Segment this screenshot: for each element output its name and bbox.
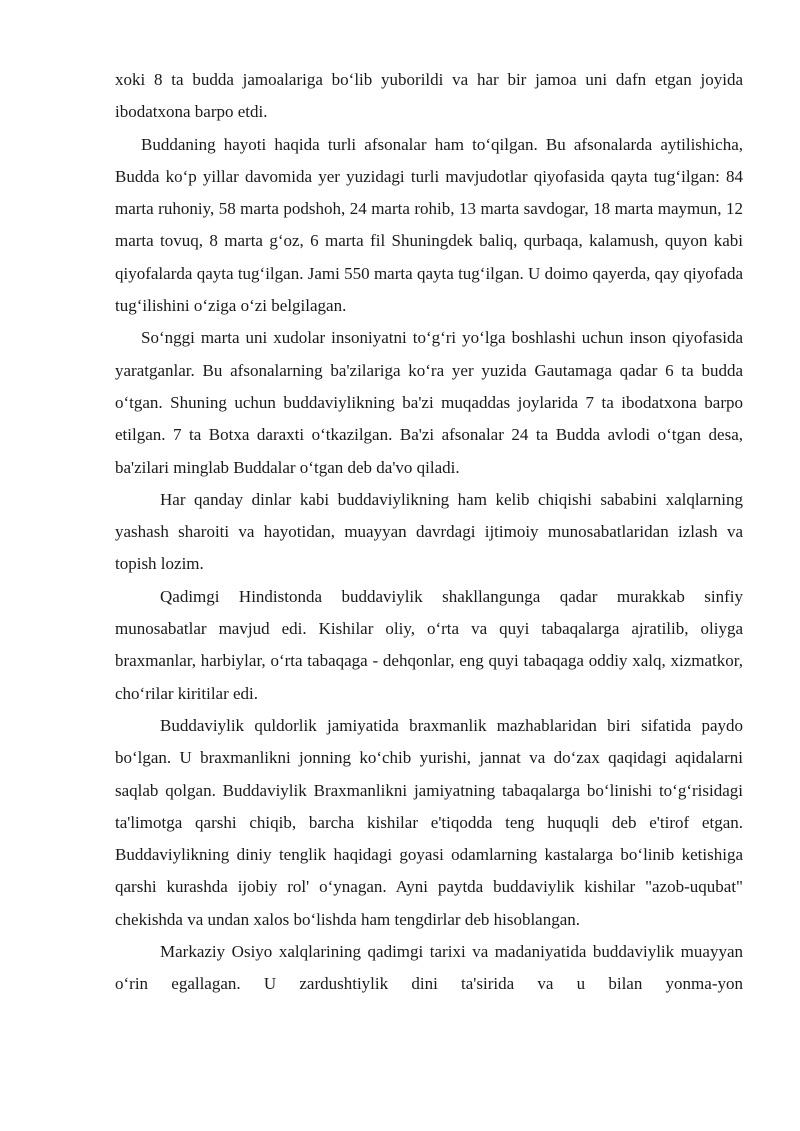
paragraph-continuation: xoki 8 ta budda jamoalariga bo‘lib yuborildi va har bir jamoa uni dafn etgan joyida ibodatxona barpo etdi. <box>115 70 743 122</box>
paragraph-ancient-india: Qadimgi Hindistonda buddaviylik shakllangunga qadar murakkab sinfiy munosabatlar mavjud edi. Kishilar oliy, o‘rta va quyi tabaqalarga ajratilib, oliyga braxmanlar, harbiylar, o‘rta tabaqaga - dehqonlar, eng quyi tabaqaga oddiy xalq, xizmatkor, cho‘rilar kiritilar edi. <box>115 586 743 703</box>
paragraph-origins: Har qanday dinlar kabi buddaviylikning ham kelib chiqishi sababini xalqlarning yashash sharoiti va hayotidan, muayyan davrdagi ijtimoiy munosabatlaridan izlash va topish lozim. <box>115 489 743 574</box>
paragraph-central-asia: Markaziy Osiyo xalqlarining qadimgi tarixi va madaniyatida buddaviylik muayyan o‘rin egallagan. U zardushtiylik dini ta'sirida va u bilan yonma-yon <box>115 942 743 994</box>
paragraph-buddha-legends: Buddaning hayoti haqida turli afsonalar ham to‘qilgan. Bu afsonalarda aytilishicha, Budda ko‘p yillar davomida yer yuzidagi turli mavjudotlar qiyofasida qayta tug‘ilgan: 84 marta ruhoniy, 58 marta podshoh, 24 marta rohib, 13 marta savdogar, 18 marta maymun, 12 marta tovuq, 8 marta g‘oz, 6 marta fil Shuningdek baliq, qurbaqa, kalamush, quyon kabi qiyofalarda qayta tug‘ilgan. Jami 550 marta qayta tug‘ilgan. U doimo qayerda, qay qiyofada tug‘ilishini o‘ziga o‘zi belgilagan. <box>115 134 743 316</box>
paragraph-last-incarnation: So‘nggi marta uni xudolar insoniyatni to‘g‘ri yo‘lga boshlashi uchun inson qiyofasida yaratganlar. Bu afsonalarning ba'zilariga ko‘ra yer yuzida Gautamaga qadar 6 ta budda o‘tgan. Shuning uchun buddaviylikning ba'zi muqaddas joylarida 7 ta ibodatxona barpo etilgan. 7 ta Botxa daraxti o‘tkazilgan. Ba'zi afsonalar 24 ta Budda avlodi o‘tgan desa, ba'zilari minglab Buddalar o‘tgan deb da'vo qiladi. <box>115 328 743 477</box>
paragraph-brahmanism: Buddaviylik quldorlik jamiyatida braxmanlik mazhablaridan biri sifatida paydo bo‘lgan. U braxmanlikni jonning ko‘chib yurishi, jannat va do‘zax qaqidagi aqidalarni saqlab qolgan. Buddaviylik Braxmanlikni jamiyatning tabaqalarga bo‘linishi to‘g‘risidagi ta'limotga qarshi chiqib, barcha kishilar e'tiqodda teng huquqli deb e'tirof etgan. Buddaviylikning diniy tenglik haqidagi goyasi odamlarning kastalarga bo‘linib ketishiga qarshi kurashda ijobiy rol' o‘ynagan. Ayni paytda buddaviylik kishilar "azob-uqubat" chekishda va undan xalos bo‘lishda ham tengdirlar deb hisoblangan. <box>115 715 743 929</box>
